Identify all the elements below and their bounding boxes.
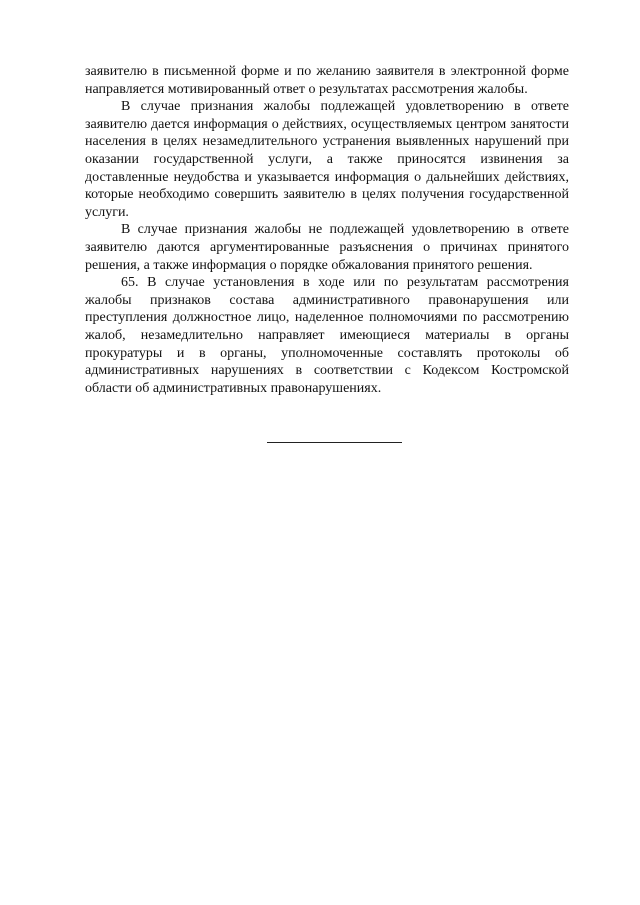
paragraph-item-65: [85, 274, 569, 397]
document-body: [85, 63, 569, 397]
end-divider-line: [267, 442, 402, 443]
item-number: 65.: [121, 275, 139, 291]
paragraph-complaint-rejected: В случае признания жалобы не подлежащей удовлетворению в ответе заявителю даются аргументированные разъяснения о причинах принятого решения, а также информация о порядке обжалования принятого решения.: [85, 222, 569, 273]
paragraph-response-form: заявителю в письменной форме и по желанию заявителя в электронной форме направляется мотивированный ответ о результатах рассмотрения жалобы.: [85, 64, 569, 97]
item-65-text: В случае установления в ходе или по результатам рассмотрения жалобы признаков состава административного правонарушения или преступления должностное лицо, наделенное полномочиями по рассмотрению жалоб, незамедлительно направляет имеющиеся материалы в органы прокуратуры и в органы, уполномоченные составлять протоколы об административных нарушениях в соответствии с Кодексом Костромской области об административных правонарушениях.: [85, 275, 569, 396]
paragraph-complaint-satisfied: В случае признания жалобы подлежащей удовлетворению в ответе заявителю дается информация о действиях, осуществляемых центром занятости населения в целях незамедлительного устранения выявленных нарушений при оказании государственной услуги, а также приносятся извинения за доставленные неудобства и указывается информация о дальнейших действиях, которые необходимо совершить заявителю в целях получения государственной услуги.: [85, 99, 569, 220]
